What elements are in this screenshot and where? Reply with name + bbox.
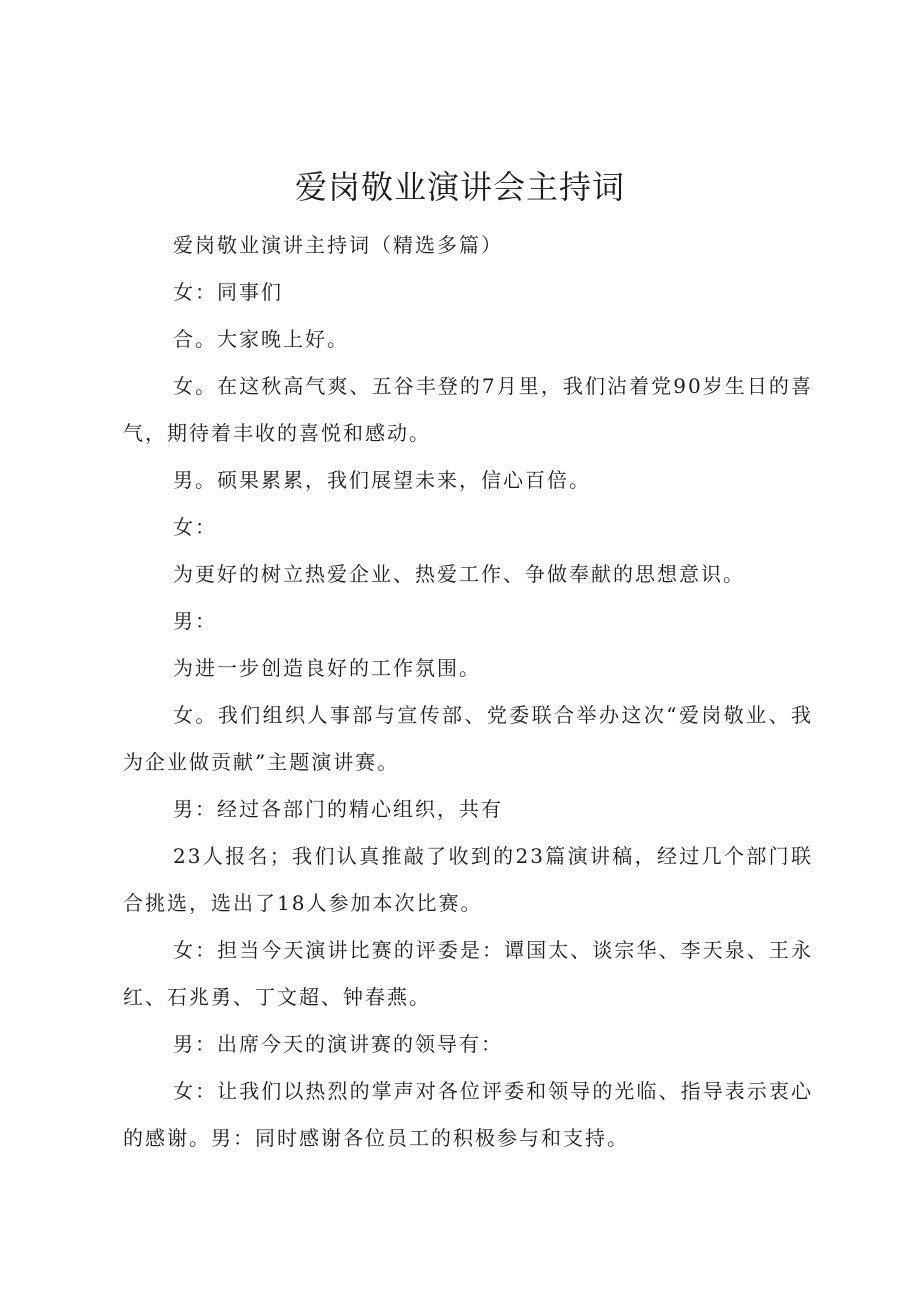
paragraph: 合。大家晚上好。 bbox=[173, 327, 349, 351]
paragraph: 男： bbox=[173, 609, 217, 633]
paragraph: 女：同事们 bbox=[173, 280, 283, 304]
paragraph: 女。在这秋高气爽、五谷丰登的7月里，我们沾着党90岁生日的喜气，期待着丰收的喜悦和感动。 bbox=[123, 374, 813, 445]
paragraph: 男：出席今天的演讲赛的领导有： bbox=[173, 1032, 503, 1056]
paragraph: 女：担当今天演讲比赛的评委是：谭国太、谈宗华、李天泉、王永红、石兆勇、丁文超、钟春燕。 bbox=[123, 938, 813, 1009]
paragraph: 爱岗敬业演讲主持词（精选多篇） bbox=[173, 233, 503, 257]
paragraph: 女： bbox=[173, 515, 217, 539]
paragraph: 23人报名；我们认真推敲了收到的23篇演讲稿，经过几个部门联合挑选，选出了18人参加本次比赛。 bbox=[123, 844, 813, 915]
document-title: 爱岗敬业演讲会主持词 bbox=[294, 168, 625, 206]
paragraph: 男：经过各部门的精心组织，共有 bbox=[173, 797, 503, 821]
document-body bbox=[123, 222, 813, 1162]
paragraph: 为进一步创造良好的工作氛围。 bbox=[173, 656, 481, 680]
paragraph: 女：让我们以热烈的掌声对各位评委和领导的光临、指导表示衷心的感谢。男：同时感谢各位员工的积极参与和支持。 bbox=[123, 1079, 813, 1150]
paragraph: 女。我们组织人事部与宣传部、党委联合举办这次“爱岗敬业、我为企业做贡献”主题演讲赛。 bbox=[123, 703, 813, 774]
paragraph: 为更好的树立热爱企业、热爱工作、争做奉献的思想意识。 bbox=[173, 562, 745, 586]
paragraph: 男。硕果累累，我们展望未来，信心百倍。 bbox=[173, 468, 591, 492]
